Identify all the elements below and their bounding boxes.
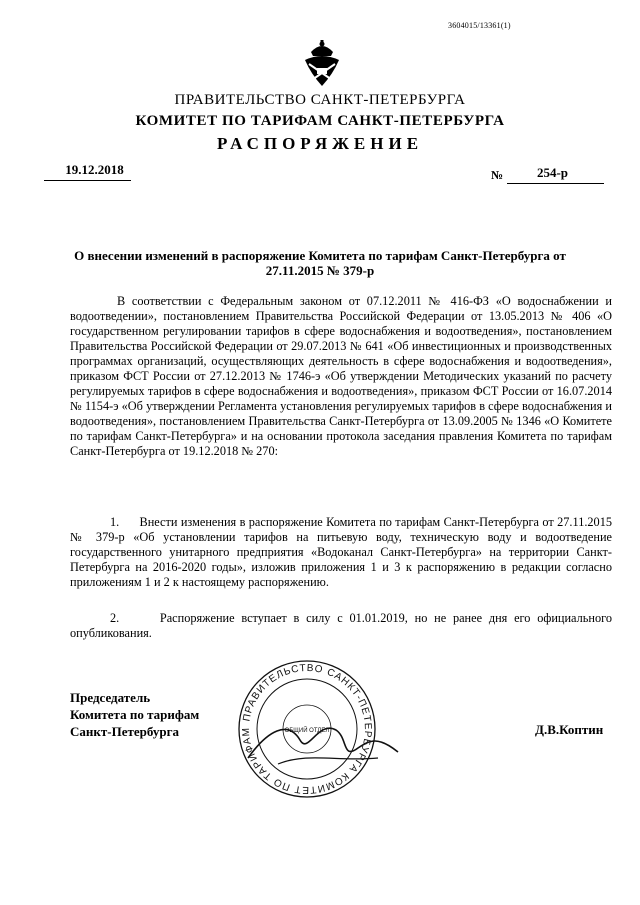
list-item-text: Внести изменения в распоряжение Комитета по тарифам Санкт-Петербурга от 27.11.2015 № 379-р «Об установлении тарифов на питьевую воду, техническую воду и водоотведение государственного унитарного предприятия «Водоканал Санкт-Петербурга» на территории Санкт-Петербурга на 2016-2020 годы», изложив приложения 1 и 3 к распоряжению в редакции согласно приложениям 1 и 2 к настоящему распоряжению.	[70, 515, 613, 589]
date-underline	[44, 180, 131, 181]
number-underline	[507, 183, 604, 184]
government-heading: ПРАВИТЕЛЬСТВО САНКТ-ПЕТЕРБУРГА	[174, 92, 466, 108]
document-number: 254-р	[536, 165, 569, 180]
signer-position-line: Председатель	[70, 690, 151, 705]
list-item-number: 2.	[110, 611, 120, 625]
signer-position-line: Комитета по тарифам	[70, 707, 200, 722]
list-item	[70, 611, 612, 641]
document-title: О внесении изменений в распоряжение Комитета по тарифам Санкт-Петербурга от 27.11.2015 № 379-р	[74, 248, 566, 278]
list-item-text: Распоряжение вступает в силу с 01.01.2019, но не ранее дня его официального опубликования.	[70, 611, 612, 640]
stamp-outer-text: ПРАВИТЕЛЬСТВО САНКТ-ПЕТЕРБУРГА КОМИТЕТ ПО ТАРИФАМ	[240, 662, 374, 796]
signer-position	[70, 689, 199, 740]
committee-heading: КОМИТЕТ ПО ТАРИФАМ САНКТ-ПЕТЕРБУРГА	[135, 113, 505, 129]
list-item-number: 1.	[110, 515, 120, 529]
list-item	[70, 515, 612, 590]
preamble-paragraph: В соответствии с Федеральным законом от 07.12.2011 № 416-ФЗ «О водоснабжении и водоотведении», постановлением Правительства Российской Федерации от 13.05.2013 № 406 «О государственном регулировании тарифов в сфере водоснабжения и водоотведения», постановлением Правительства Российской Федерации от 29.07.2013 № 641 «Об инвестиционных и производственных программах организаций, осуществляющих деятельность в сфере водоснабжения и водоотведения», приказом ФСТ России от 27.12.2013 № 1746-э «Об утверждении Методических указаний по расчету регулируемых тарифов в сфере водоснабжения и водоотведения», приказом ФСТ России от 16.07.2014 № 1154-э «Об утверждении Регламента установления регулируемых тарифов в сфере водоснабжения и водоотведения», постановлением Правительства Санкт-Петербурга от 13.09.2005 № 1346 «О Комитете по тарифам Санкт-Петербурга» и на основании протокола заседания правления Комитета по тарифам Санкт-Петербурга от 19.12.2018 № 270:	[70, 294, 612, 458]
document-date: 19.12.2018	[65, 162, 124, 177]
stamp-inner-text: ОБЩИЙ ОТДЕЛ	[284, 728, 330, 734]
document-type-heading: РАСПОРЯЖЕНИЕ	[216, 134, 424, 153]
number-sign: №	[491, 168, 504, 182]
signer-name: Д.В.Коптин	[535, 722, 604, 737]
signer-position-line: Санкт-Петербурга	[70, 724, 179, 739]
document-id: 3604015/13361(1)	[448, 21, 511, 30]
handwritten-signature	[238, 700, 418, 790]
coat-of-arms-icon	[297, 38, 347, 90]
